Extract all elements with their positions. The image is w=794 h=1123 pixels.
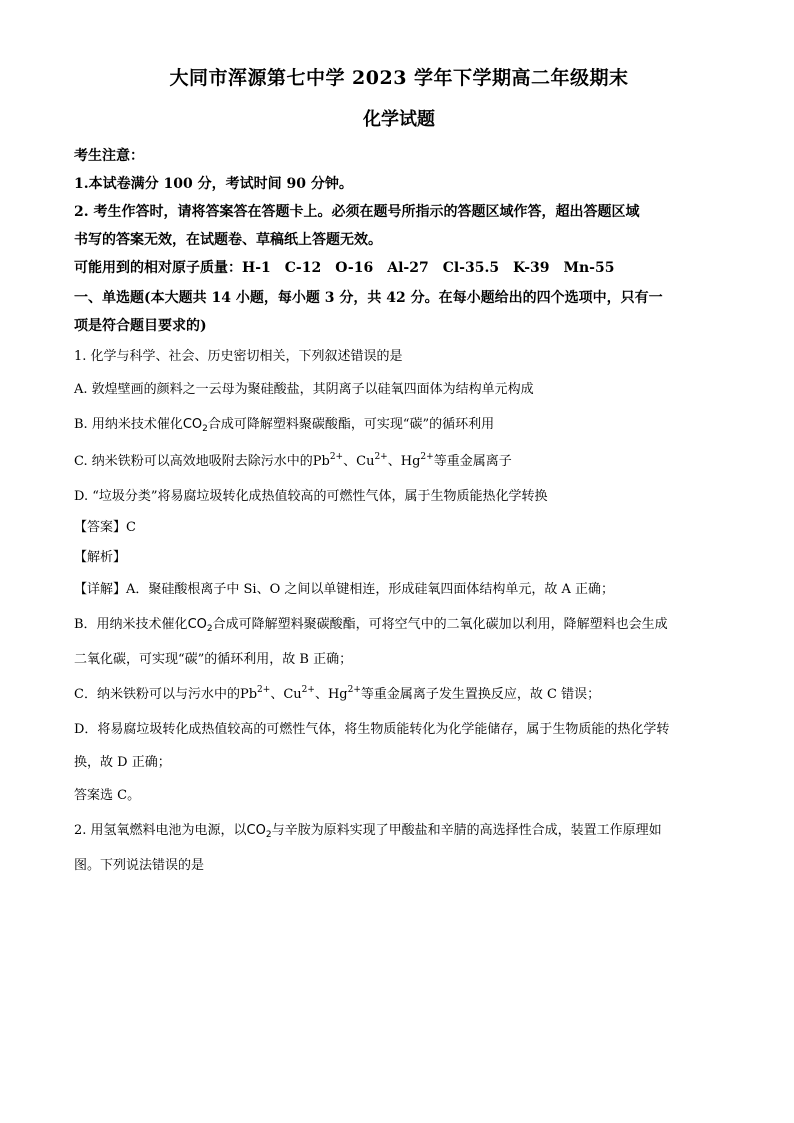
notice-item-2-line-1: 2. 考生作答时，请将答案答在答题卡上。必须在题号所指示的答题区域作答，超出答题区域	[74, 204, 640, 220]
section-heading-line-1: 一、单选题(本大题共 14 小题，每小题 3 分，共 42 分。在每小题给出的四个选项中，只有一	[74, 290, 663, 306]
co2-formula: $CO_2$	[182, 417, 208, 434]
q1-option-b	[74, 406, 724, 443]
q1-conclusion: 答案选 C。	[74, 788, 141, 803]
q1-option-c-suffix: 等重金属离子	[433, 454, 512, 469]
lead-ion: $Pb^{2+}$	[239, 685, 271, 702]
q1-option-d: D. “垃圾分类”将易腐垃圾转化成热值较高的可燃性气体，属于生物质能热化学转换	[74, 489, 548, 504]
q1-detail-c-prefix: C．纳米铁粉可以与污水中的	[74, 687, 240, 702]
q1-stem: 1. 化学与科学、社会、历史密切相关，下列叙述错误的是	[74, 349, 403, 364]
q1-option-c	[74, 443, 724, 480]
q2-stem-line-2: 图。下列说法错误的是	[74, 858, 205, 873]
exam-subtitle: 化学试题	[363, 109, 435, 130]
section-heading-line-2: 项是符合题目要求的)	[74, 318, 207, 334]
q1-detail-b-prefix: B．用纳米技术催化	[74, 617, 188, 632]
separator: 、	[314, 687, 328, 702]
q1-detail-c	[74, 676, 724, 713]
q1-detail-b	[74, 606, 724, 643]
q1-detail-d-line-2: 换，故 D 正确；	[74, 755, 171, 770]
separator: 、	[387, 454, 401, 469]
q1-option-b-prefix: B. 用纳米技术催化	[74, 417, 183, 432]
q2-stem-prefix: 2. 用氢氧燃料电池为电源，以	[74, 823, 247, 838]
separator: 、	[270, 687, 284, 702]
q1-detail-d-line-1: D．将易腐垃圾转化成热值较高的可燃性气体，将生物质能转化为化学能储存，属于生物质能的热化学转	[74, 722, 670, 737]
q1-answer: 【答案】C	[74, 520, 136, 535]
atomic-masses: 可能用到的相对原子质量：H-1 C-12 O-16 Al-27 Cl-35.5 K-39 Mn-55	[74, 260, 615, 276]
q1-option-b-suffix: 合成可降解塑料聚碳酸酯，可实现“碳”的循环利用	[207, 417, 495, 432]
co2-formula: $CO_2$	[187, 617, 213, 634]
copper-ion: $Cu^{2+}$	[356, 452, 388, 469]
q2-stem-suffix: 与辛胺为原料实现了甲酸盐和辛腈的高选择性合成，装置工作原理如	[271, 823, 662, 838]
q1-option-c-prefix: C. 纳米铁粉可以高效地吸附去除污水中的	[74, 454, 313, 469]
mercury-ion: $Hg^{2+}$	[327, 685, 361, 702]
q1-detail-a: 【详解】A．聚硅酸根离子中 Si、O 之间以单键相连，形成硅氧四面体结构单元，故 A 正确；	[74, 582, 615, 597]
q1-analysis-tag: 【解析】	[74, 550, 127, 565]
q2-stem	[74, 812, 724, 849]
mercury-ion: $Hg^{2+}$	[400, 452, 434, 469]
document-page	[74, 64, 724, 882]
notice-item-1: 1.本试卷满分 100 分，考试时间 90 分钟。	[74, 176, 353, 192]
notice-item-2-line-2: 书写的答案无效，在试题卷、草稿纸上答题无效。	[74, 232, 382, 248]
co2-formula: $CO_2$	[246, 823, 272, 840]
lead-ion: $Pb^{2+}$	[312, 452, 344, 469]
q1-detail-b-suffix: 合成可降解塑料聚碳酸酯，可将空气中的二氧化碳加以利用，降解塑料也会生成	[212, 617, 668, 632]
notice-heading: 考生注意：	[74, 148, 144, 164]
q1-option-a: A. 敦煌壁画的颜料之一云母为聚硅酸盐，其阴离子以硅氧四面体为结构单元构成	[74, 382, 534, 397]
copper-ion: $Cu^{2+}$	[283, 685, 315, 702]
exam-title: 大同市浑源第七中学 2023 学年下学期高二年级期末	[169, 67, 629, 89]
q1-detail-b-line-2: 二氧化碳，可实现“碳”的循环利用，故 B 正确；	[74, 652, 353, 667]
q1-detail-c-suffix: 等重金属离子发生置换反应，故 C 错误；	[360, 687, 601, 702]
separator: 、	[343, 454, 357, 469]
